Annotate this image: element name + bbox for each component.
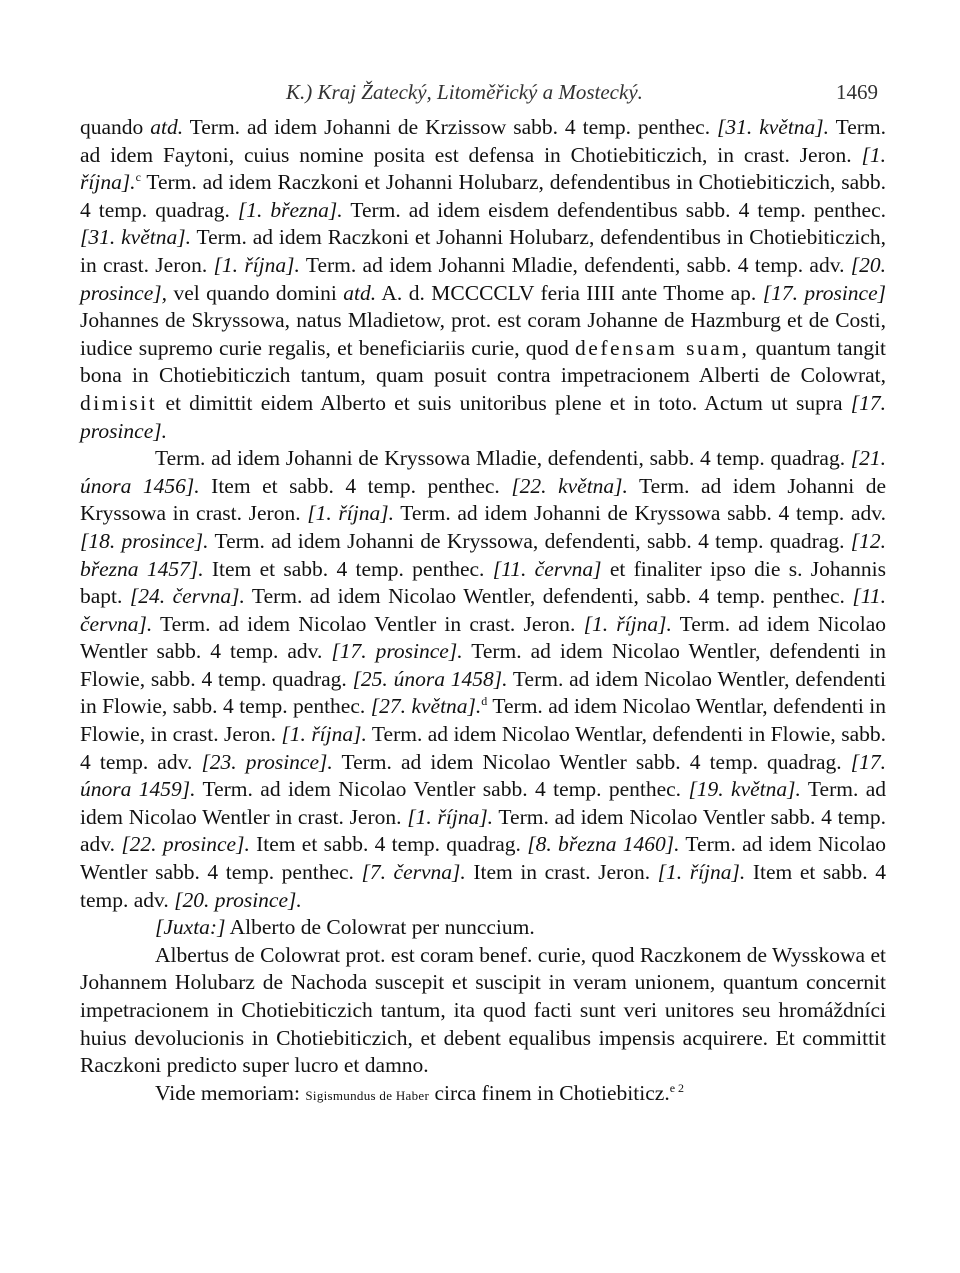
text-run: A. d. MCCCCLV feria IIII ante Thome ap. [376,280,763,305]
paragraph-1 [80,114,886,445]
editorial-date: [19. května]. [688,777,801,802]
text-run: circa finem in Chotiebiticz. [429,1080,670,1105]
text-run: Term. ad idem Nicolao Wentlar, defendenti in Flowie, in crast. Jeron. [80,694,887,747]
spaced-emphasis: dimisit [80,390,158,415]
editorial-date: [20. prosince]. [174,887,302,912]
text-run: Term. ad idem Nicolao Ventler sabb. 4 temp. penthec. [195,777,689,802]
running-title: K.) Kraj Žatecký, Litoměřický a Mostecký. [286,80,643,104]
text-run: Term. ad idem Nicolao Wentler, defendenti in Flowie, sabb. 4 temp. quadrag. [80,639,886,691]
paragraph-3 [80,914,886,942]
editorial-date: [24. června]. [129,584,245,609]
editorial-date: [1. října]. [213,252,300,277]
text-run: Term. ad idem Nicolao Wentler in crast. Jeron. [80,777,886,829]
text-run: vel quando domini [167,280,344,305]
editorial-date: [25. února 1458]. [352,666,508,691]
editorial-note: [Juxta:] [155,915,226,940]
editorial-date: [11. června] [492,556,602,581]
text-run: Term. ad idem Nicolao Wentlar, defendenti in Flowie, sabb. 4 temp. adv. [80,722,886,774]
text-run: Johannes de Skryssowa, natus Mladietow, prot. est coram Johanne de Hazmburg et de Costi, iudice supremo curie regalis, et beneficiariis curie, quod [80,308,886,360]
text-run: Term. ad idem Johanni de Krzissow sabb. 4 temp. penthec. [183,115,718,139]
text-run: Term. ad idem Johanni de Kryssowa, defendenti, sabb. 4 temp. quadrag. [208,528,851,553]
editorial-date: [1. října]. [583,611,672,636]
editorial-date: [1. října]. [657,860,746,885]
text-run: Item et sabb. 4 temp. penthec. [203,556,493,581]
editorial-date: [17. prosince]. [80,390,886,443]
text-run: Item et sabb. 4 temp. quadrag. [249,832,528,857]
editorial-date: [21. února 1456]. [80,446,886,498]
text-run: Term. ad idem Nicolao Ventler sabb. 4 temp. adv. [80,804,886,857]
editorial-date: [1. října]. [407,804,494,829]
editorial-date: [17. prosince]. [331,639,463,664]
editorial-date: [1. března]. [237,197,343,222]
text-run: Term. ad idem Nicolao Wentler sabb. 4 temp. quadrag. [332,749,851,774]
editorial-date: [31. května]. [80,225,191,250]
text-run: Vide memoriam: [155,1080,306,1105]
text-run: Item et sabb. 4 temp. adv. [80,860,887,912]
editorial-date: [7. června]. [361,860,466,885]
text-run: Term. ad idem Johanni Mladie, defendenti, sabb. 4 temp. adv. [299,252,851,277]
editorial-date: [17. prosince] [762,280,886,305]
text-run: Item et sabb. 4 temp. penthec. [199,473,512,498]
editorial-date: [23. prosince]. [201,749,333,774]
text-run: Albertus de Colowrat prot. est coram benef. curie, quod Raczkonem de Wysskowa et Johannem Holubarz de Nachoda suscepit et suscipit in veram unionem, quantum concernit impetracionem in Chotiebiticzich tantum, ita quod facti sunt veri unitores seu hromáždníci huius devolucionis in Chotiebiticzich, et debent equalibus impensis acquirere. Et committit Raczkoni predicto super lucro et damno. [80,942,886,1078]
text-run: Term. ad idem Nicolao Ventler in crast. Jeron. [152,611,584,636]
editorial-date: [1. října]. [80,142,886,195]
footnote-marker: e 2 [669,1080,685,1095]
editorial-date: [18. prosince]. [80,528,209,553]
text-run: Term. ad idem Johanni de Kryssowa sabb. 4 temp. adv. [393,501,886,526]
text-run: Term. ad idem Nicolao Wentler sabb. 4 temp. penthec. [80,832,887,885]
page-number: 1469 [836,80,878,104]
text-run: Term. ad idem Nicolao Wentler, defendenti in Flowie, sabb. 4 temp. penthec. [80,666,886,719]
text-run: Alberto de Colowrat per nunccium. [225,915,535,940]
editorial-date: [27. května]. [370,694,482,719]
editorial-date: [22. května]. [511,473,628,498]
editorial-date: [17. února 1459]. [80,749,887,802]
text-run: Term. ad idem Nicolao Wentler sabb. 4 temp. adv. [80,611,886,664]
text-run: Term. ad idem Raczkoni et Johanni Holubarz, defendentibus in Chotiebiticzich, sabb. 4 temp. quadrag. [80,170,886,222]
spaced-emphasis: defensam suam, [575,335,750,360]
paragraph-5 [80,1080,886,1110]
editorial-date: [12. března 1457]. [80,528,886,581]
editorial-date: [1. října]. [281,722,367,747]
editorial-note: atd. [150,115,184,139]
editorial-date: [1. října]. [307,501,394,526]
text-run: Term. ad idem Raczkoni et Johanni Holubarz, defendentibus in Chotiebiticzich, in crast. Jeron. [80,225,887,277]
editorial-date: [11. června]. [80,584,886,636]
editorial-date: [20. prosince], [80,252,886,305]
text-run: Item in crast. Jeron. [465,860,658,885]
text-run: et dimittit eidem Alberto et suis unitoribus plene et in toto. Actum ut supra [157,390,851,415]
text-run: Term. ad idem eisdem defendentibus sabb. 4 temp. penthec. [342,197,886,222]
editorial-date: [31. května]. [717,115,830,139]
text-run: Term. ad idem Nicolao Wentler, defendenti, sabb. 4 temp. penthec. [244,584,853,609]
editorial-date: [8. března 1460]. [527,832,680,857]
text-run: quando [80,115,151,139]
paragraph-2 [80,445,886,914]
text-run: Term. ad idem Faytoni, cuius nomine posita est defensa in Chotiebiticzich, in crast. Jeron. [80,115,887,167]
body-text [80,114,886,1109]
text-run: Term. ad idem Johanni de Kryssowa in crast. Jeron. [80,473,887,526]
footnote-marker: d [481,694,488,709]
small-text: Sigismundus de Haber [305,1087,430,1103]
footnote-marker: c [135,170,141,185]
paragraph-4 [80,942,886,1080]
text-run: Term. ad idem Johanni de Kryssowa Mladie, defendenti, sabb. 4 temp. quadrag. [155,446,851,471]
text-run: quantum tangit bona in Chotiebiticzich tantum, quam posuit contra impetracionem Alberti de Colowrat, [80,335,887,388]
editorial-note: atd. [343,280,377,305]
editorial-date: [22. prosince]. [121,832,250,857]
text-run: et finaliter ipso die s. Johannis bapt. [80,556,886,609]
